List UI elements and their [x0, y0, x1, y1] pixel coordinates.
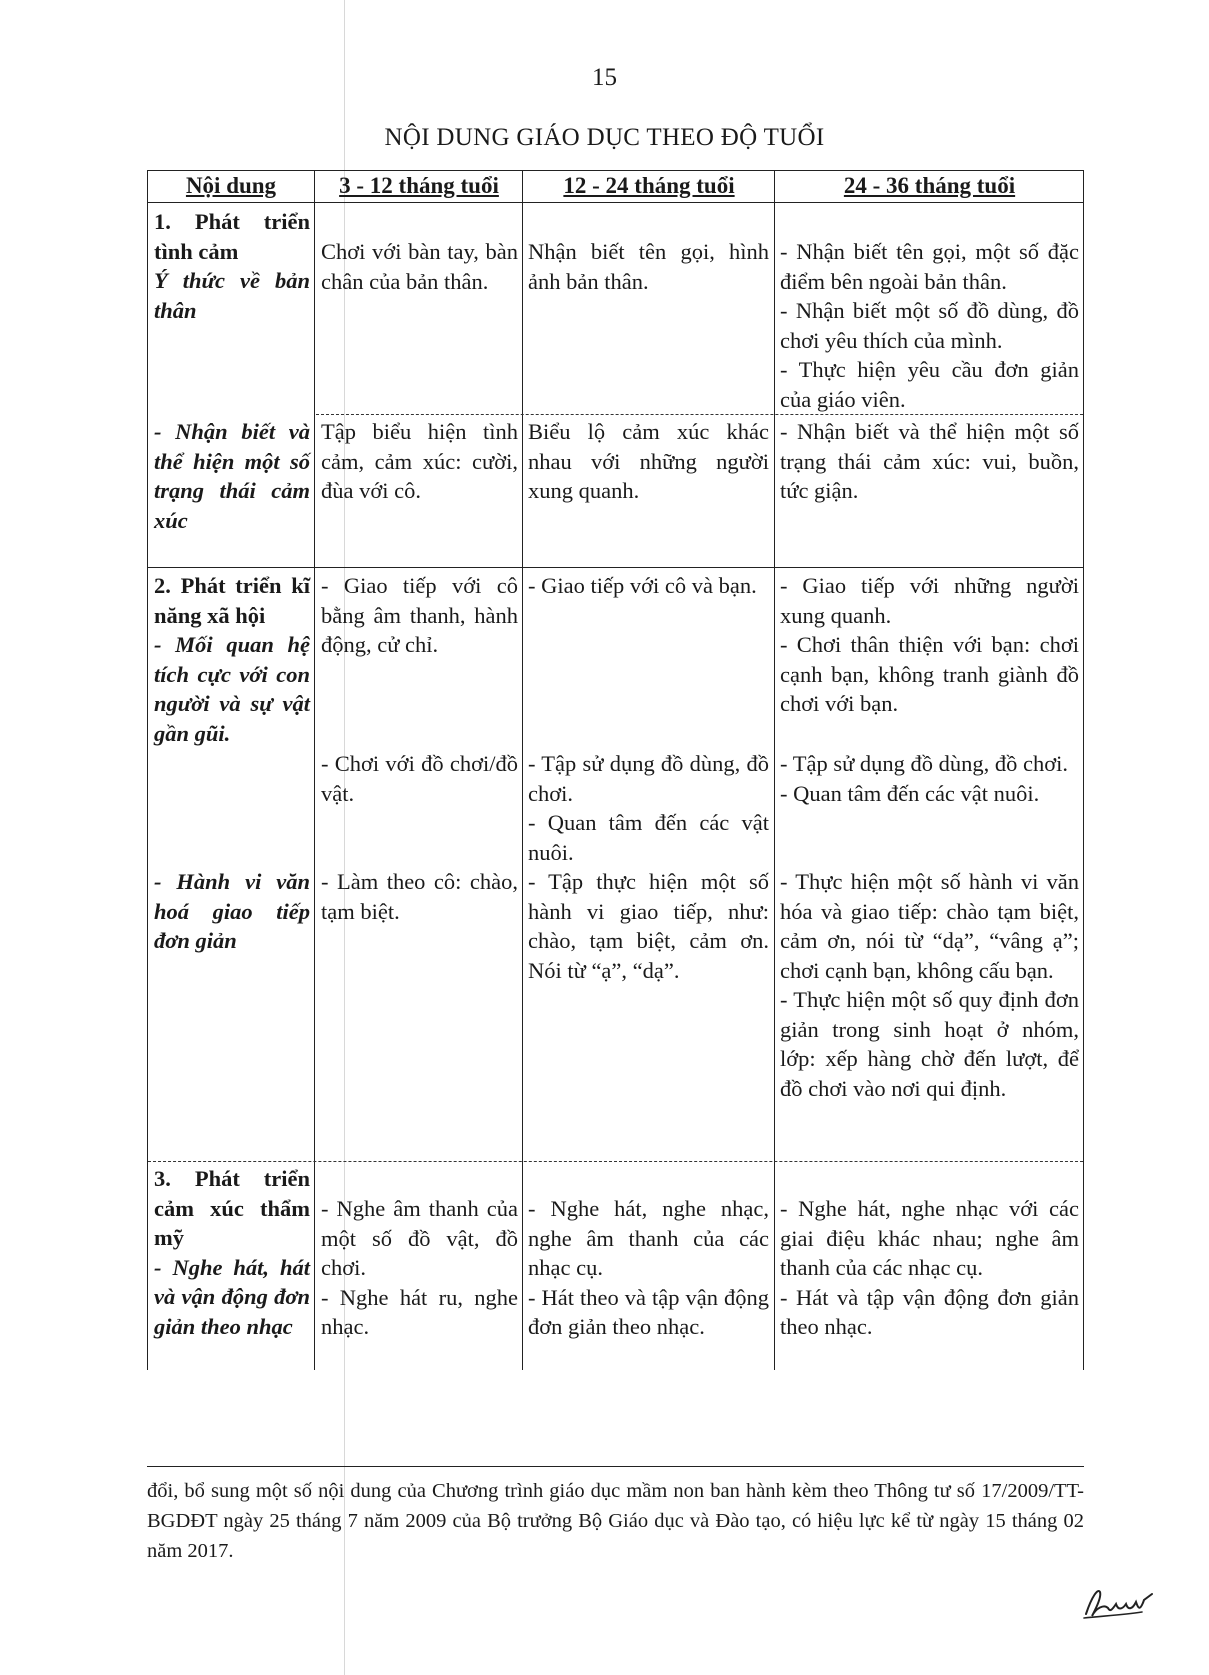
content-table	[147, 170, 1084, 1370]
list-item: - Nghe hát ru, nghe nhạc.	[321, 1284, 518, 1339]
section-3-title: 3. Phát triển cảm xúc thẩm mỹ	[154, 1166, 310, 1250]
s2-r1-24-36	[780, 571, 1079, 719]
list-item: - Hát theo và tập vận động đơn giản theo nhạc.	[528, 1284, 769, 1339]
dashed-row-rule	[148, 1161, 1083, 1162]
section-3-subtopic-1: - Nghe hát, hát và vận động đơn giản theo nhạc	[154, 1254, 310, 1339]
s2-r2-3-12: - Chơi với đồ chơi/đồ vật.	[321, 751, 518, 806]
s2-r1-12-24: - Giao tiếp với cô và bạn.	[528, 573, 757, 598]
s2-r1-3-12: - Giao tiếp với cô bằng âm thanh, hành động, cử chỉ.	[321, 573, 518, 657]
list-item: - Tập sử dụng đồ dùng, đồ chơi.	[528, 751, 769, 806]
section-2-subtopic-1: - Mối quan hệ tích cực với con người và sự vật gần gũi.	[154, 632, 310, 746]
header-rule	[148, 202, 1083, 203]
s2-r3-12-24: - Tập thực hiện một số hành vi giao tiếp, như: chào, tạm biệt, cảm ơn. Nói từ “ạ”, “dạ”.	[528, 869, 769, 983]
s3-r1-12-24	[528, 1194, 769, 1342]
list-item: - Tập sử dụng đồ dùng, đồ chơi.	[780, 751, 1069, 776]
s1-r1-12-24: Nhận biết tên gọi, hình ảnh bản thân.	[528, 239, 769, 294]
list-item: - Quan tâm đến các vật nuôi.	[780, 780, 1040, 806]
s3-r1-3-12	[321, 1194, 518, 1342]
footnote-rule	[147, 1466, 1084, 1467]
header-24-36-months: 24 - 36 tháng tuổi	[843, 173, 1016, 198]
page-title: NỘI DUNG GIÁO DỤC THEO ĐỘ TUỔI	[384, 124, 825, 151]
list-item: - Hát và tập vận động đơn giản theo nhạc.	[780, 1284, 1079, 1339]
header-12-24-months: 12 - 24 tháng tuổi	[563, 173, 735, 198]
page-number: 15	[592, 64, 617, 91]
section-2-label	[154, 571, 310, 748]
list-item: - Giao tiếp với những người xung quanh.	[780, 573, 1079, 628]
list-item: - Thực hiện yêu cầu đơn giản của giáo viên.	[780, 357, 1079, 412]
s3-r1-24-36	[780, 1194, 1079, 1342]
list-item: - Thực hiện một số hành vi văn hóa và giao tiếp: chào tạm biệt, cảm ơn, nói từ “dạ”, “vâng ạ”; chơi cạnh bạn, không cấu bạn.	[780, 869, 1079, 983]
list-item: - Quan tâm đến các vật nuôi.	[528, 810, 769, 865]
section-1-title: 1. Phát triển tình cảm	[154, 209, 310, 264]
section-2-subtopic-2: - Hành vi văn hoá giao tiếp đơn giản	[154, 869, 310, 953]
s2-r3-3-12: - Làm theo cô: chào, tạm biệt.	[321, 869, 518, 924]
list-item: - Nhận biết một số đồ dùng, đồ chơi yêu thích của mình.	[780, 298, 1079, 353]
s1-r2-24-36: - Nhận biết và thể hiện một số trạng thái cảm xúc: vui, buồn, tức giận.	[780, 419, 1079, 503]
dashed-row-rule	[316, 414, 1083, 415]
header-content: Nội dung	[185, 173, 277, 198]
list-item: - Chơi thân thiện với bạn: chơi cạnh bạn, không tranh giành đồ chơi với bạn.	[780, 632, 1079, 716]
list-item: - Nghe âm thanh của một số đồ vật, đồ chơi.	[321, 1196, 518, 1280]
footnote: đổi, bổ sung một số nội dung của Chương trình giáo dục mầm non ban hành kèm theo Thông tư số 17/2009/TT-BGDĐT ngày 25 tháng 7 năm 2009 của Bộ trưởng Bộ Giáo dục và Đào tạo, có hiệu lực kể từ ngày 15 tháng 02 năm 2017.	[147, 1480, 1084, 1562]
s2-r2-24-36	[780, 749, 1079, 808]
s1-r2-12-24: Biểu lộ cảm xúc khác nhau với những người xung quanh.	[528, 419, 769, 503]
s2-r3-24-36	[780, 867, 1079, 1103]
list-item: - Nghe hát, nghe nhạc, nghe âm thanh của các nhạc cụ.	[528, 1196, 769, 1280]
list-item: - Thực hiện một số quy định đơn giản trong sinh hoạt ở nhóm, lớp: xếp hàng chờ đến lượt, để đồ chơi vào nơi qui định.	[780, 987, 1079, 1101]
column-divider	[314, 171, 315, 1370]
s2-r2-12-24	[528, 749, 769, 867]
signature-mark	[1082, 1582, 1162, 1622]
section-1-subtopic-1: Ý thức về bản thân	[154, 268, 310, 323]
section-3-label	[154, 1164, 310, 1341]
section-2-title: 2. Phát triển kĩ năng xã hội	[154, 573, 310, 628]
s1-r2-3-12: Tập biểu hiện tình cảm, cảm xúc: cười, đùa với cô.	[321, 419, 518, 503]
header-3-12-months: 3 - 12 tháng tuổi	[339, 173, 499, 198]
column-divider	[522, 171, 523, 1370]
s1-r1-24-36	[780, 237, 1079, 414]
s1-r1-3-12: Chơi với bàn tay, bàn chân của bản thân.	[321, 239, 518, 294]
section-rule	[148, 567, 1083, 568]
list-item: - Nhận biết tên gọi, một số đặc điểm bên ngoài bản thân.	[780, 239, 1079, 294]
list-item: - Nghe hát, nghe nhạc với các giai điệu khác nhau; nghe âm thanh của các nhạc cụ.	[780, 1196, 1079, 1280]
column-divider	[774, 171, 775, 1370]
section-1-subtopic-2: - Nhận biết và thể hiện một số trạng thái cảm xúc	[154, 419, 310, 533]
